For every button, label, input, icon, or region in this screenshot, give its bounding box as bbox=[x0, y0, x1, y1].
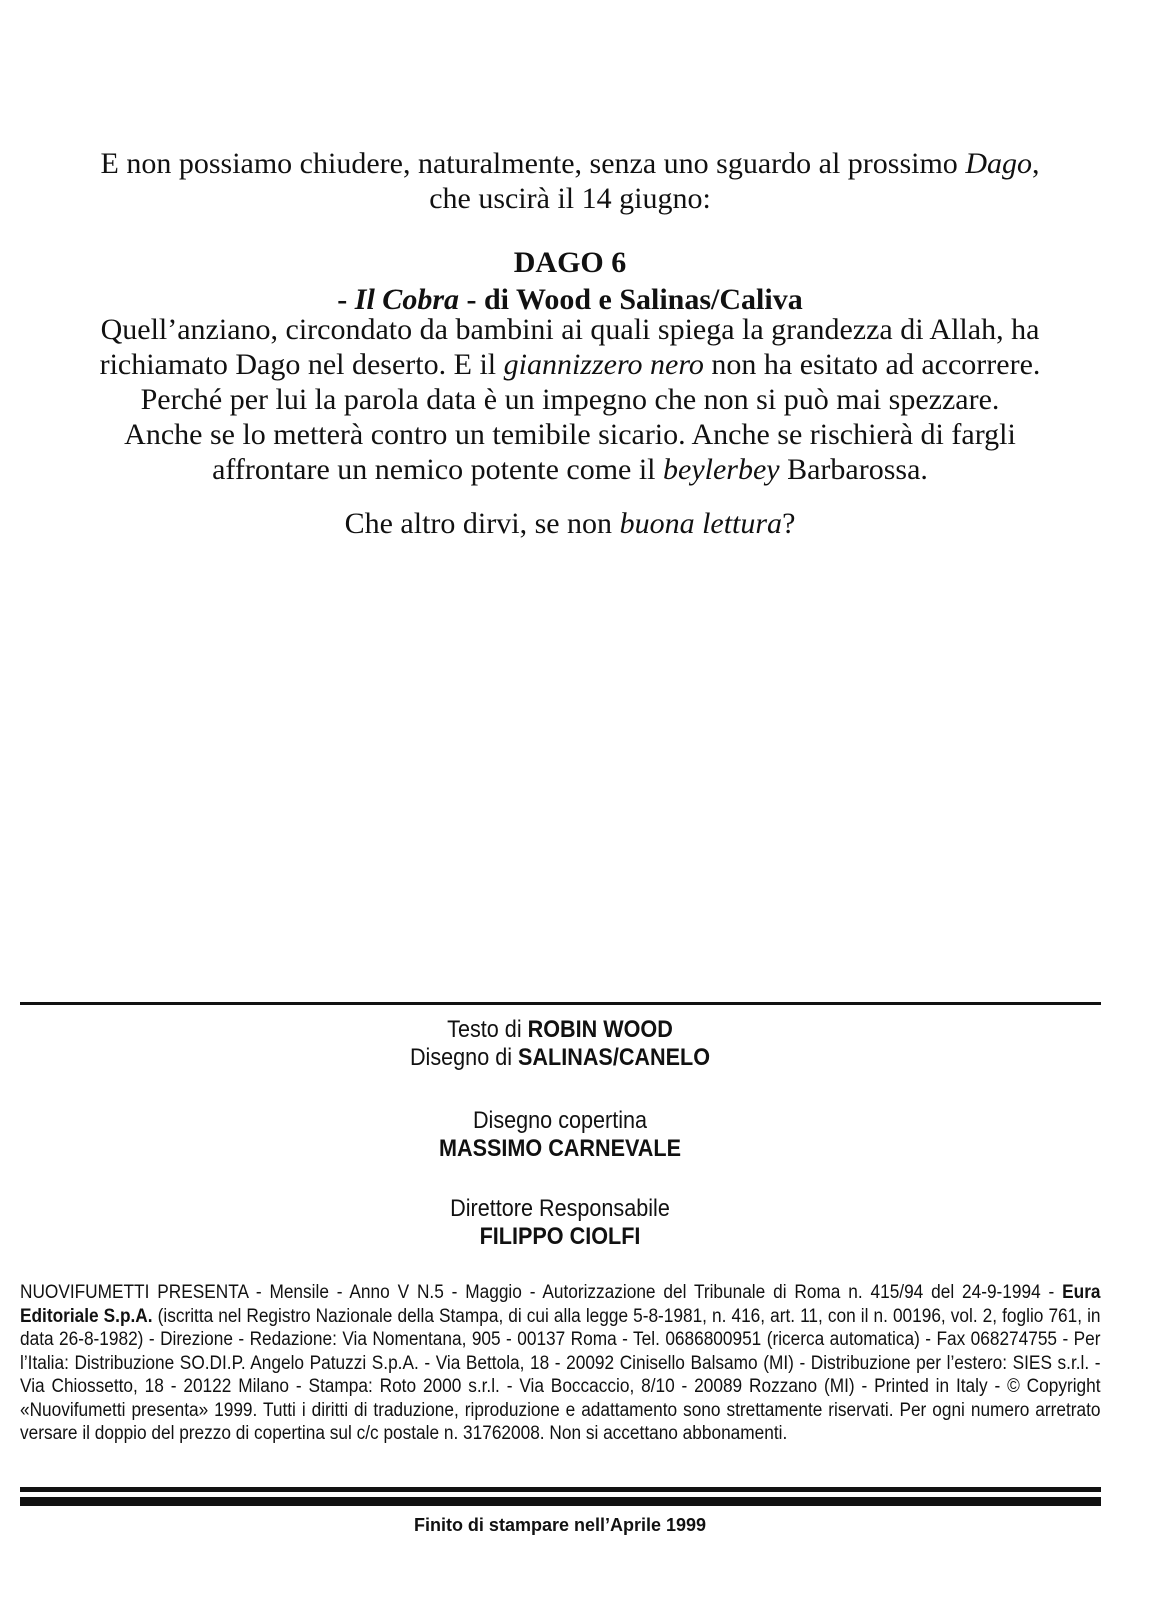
credit-label: Disegno copertina bbox=[472, 1107, 648, 1134]
closing-punctuation: ? bbox=[782, 507, 796, 540]
intro-italic-title: Dago bbox=[965, 147, 1032, 180]
credits-authors bbox=[110, 1016, 1010, 1072]
credit-name: SALINAS/CANELO bbox=[518, 1044, 711, 1071]
synopsis-line-1: Quell’anziano, circondato da bambini ai quali spiega la grandezza di Allah, ha bbox=[100, 313, 1040, 346]
synopsis-text: affrontare un nemico potente come il bbox=[212, 453, 664, 486]
closing-italic: buona lettura bbox=[619, 507, 783, 540]
credits-cover bbox=[110, 1107, 1010, 1163]
credit-label: Direttore Responsabile bbox=[450, 1195, 670, 1222]
legal-text: NUOVIFUMETTI PRESENTA - Mensile - Anno V N.5 - Maggio - Autorizzazione del Tribunale di Roma n. 415/94 del 24-9-1994 - bbox=[20, 1282, 1063, 1303]
closing-line bbox=[40, 506, 1100, 541]
subtitle-dash: - bbox=[337, 283, 355, 316]
synopsis-italic: giannizzero nero bbox=[503, 348, 704, 381]
credits-director bbox=[110, 1195, 1010, 1251]
credit-label: Disegno di bbox=[409, 1044, 519, 1071]
divider-rule bbox=[20, 1487, 1101, 1492]
subtitle-authors: - di Wood e Salinas/Caliva bbox=[459, 283, 803, 316]
synopsis-line-2 bbox=[40, 347, 1100, 382]
closing-text: Che altro dirvi, se non bbox=[344, 507, 620, 540]
intro-paragraph bbox=[40, 146, 1100, 216]
intro-punctuation: , bbox=[1031, 147, 1040, 180]
synopsis-italic: beylerbey bbox=[663, 453, 780, 486]
publisher-name: Eura Editoriale S.p.A. bbox=[20, 1282, 1101, 1327]
intro-line-2: che uscirà il 14 giugno: bbox=[429, 182, 711, 215]
synopsis-text: richiamato Dago nel deserto. E il bbox=[99, 348, 504, 381]
divider-rule bbox=[20, 1002, 1101, 1005]
next-issue-heading bbox=[40, 244, 1100, 318]
synopsis-paragraph bbox=[40, 312, 1100, 487]
synopsis-text: Barbarossa. bbox=[779, 453, 928, 486]
subtitle-story-title: Il Cobra bbox=[354, 283, 459, 316]
credit-drawing bbox=[110, 1044, 1010, 1072]
credit-name: ROBIN WOOD bbox=[527, 1016, 673, 1043]
credit-text bbox=[110, 1016, 1010, 1044]
credit-name: MASSIMO CARNEVALE bbox=[438, 1135, 682, 1162]
synopsis-line-5 bbox=[40, 452, 1100, 487]
credit-name: FILIPPO CIOLFI bbox=[479, 1223, 641, 1250]
intro-text: E non possiamo chiudere, naturalmente, senza uno sguardo al prossimo bbox=[100, 147, 966, 180]
print-date: Finito di stampare nell’Aprile 1999 bbox=[413, 1515, 707, 1535]
synopsis-line-3: Perché per lui la parola data è un impegno che non si può mai spezzare. bbox=[140, 383, 1000, 416]
divider-rule-thick bbox=[20, 1497, 1101, 1506]
synopsis-line-4: Anche se lo metterà contro un temibile sicario. Anche se rischierà di fargli bbox=[124, 418, 1016, 451]
intro-line-1 bbox=[40, 146, 1100, 181]
legal-text: (iscritta nel Registro Nazionale della Stampa, di cui alla legge 5-8-1981, n. 416, art. 11, con il n. 00196, vol. 2, foglio 761, in data 26-8-1982) - Direzione - Redazione: Via Nomentana, 905 - 00137 Roma - Tel. 0686800951 (ricerca automatica) - Fax 068274755 - Per l’Italia: Distribuzione SO.DI.P. Angelo Patuzzi S.p.A. - Via Bettola, 18 - 20092 Cinisello Balsamo (MI) - Distribuzione per l’estero: SIES s.r.l. - Via Chiossetto, 18 - 20122 Milano - Stampa: Roto 2000 s.r.l. - Via Boccaccio, 8/10 - 20089 Rozzano (MI) - Printed in Italy - © Copyright «Nuovifumetti presenta» 1999. Tutti i diritti di traduzione, riproduzione e adattamento sono strettamente riservati. Per ogni numero arretrato versare il doppio del prezzo di copertina sul c/c postale n. 31762008. Non si accettano abbonamenti. bbox=[20, 1305, 1101, 1444]
credit-label: Testo di bbox=[447, 1016, 528, 1043]
legal-notice bbox=[20, 1281, 1101, 1446]
next-issue-title: DAGO 6 bbox=[513, 246, 627, 279]
synopsis-text: non ha esitato ad accorrere. bbox=[703, 348, 1041, 381]
